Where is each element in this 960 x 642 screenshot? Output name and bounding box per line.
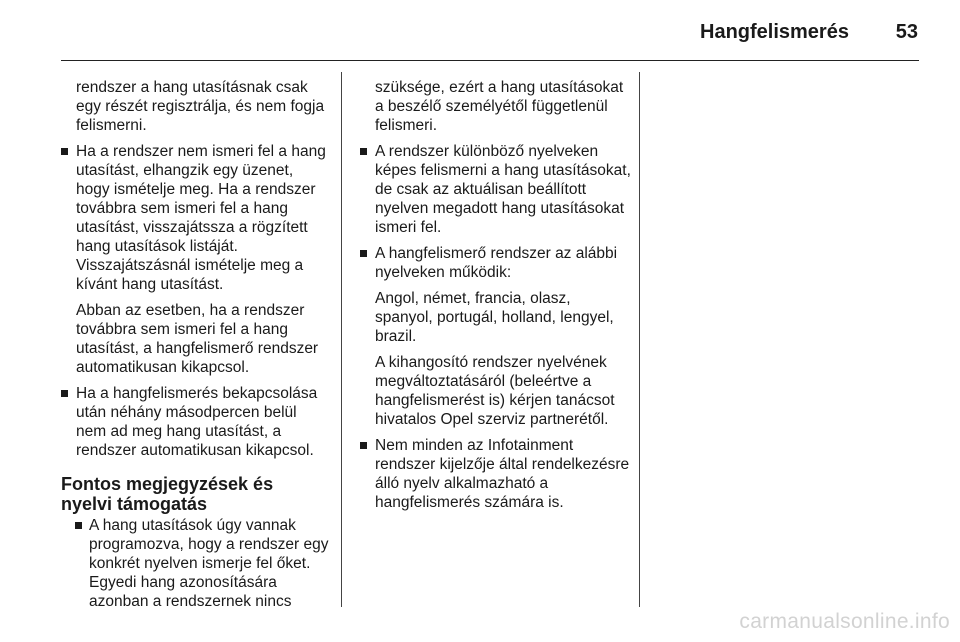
section-heading: Fontos megjegyzések és nyelvi támogatás [61,474,274,514]
page-header-title: Hangfelismerés [700,21,849,43]
continued-paragraph: rendszer a hang utasításnak csak egy részét regisztrálja, és nem fogja felismerni. [76,79,325,134]
header-rule [61,60,919,61]
bullet-item [61,142,329,294]
page-number: 53 [895,21,918,43]
bullet-sub-paragraph: A kihangosító rendszer nyelvének megváltoztatásáról (beleértve a hangfelismerést is) kérjen tanácsot hivatalos Opel szerviz partnerétől. [375,354,615,428]
bullet-item [360,142,632,237]
bullet-sub-paragraph: Angol, német, francia, olasz, spanyol, portugál, holland, lengyel, brazil. [375,290,614,345]
bullet-item [360,436,632,512]
bullet-item [75,516,329,611]
bullet-text: A rendszer különböző nyelveken képes felismerni a hang utasításokat, de csak az aktuálisan beállított nyelven megadott hang utasításokat ismeri fel. [375,143,631,236]
bullet-text: Nem minden az Infotainment rendszer kijelzője által rendelkezésre álló nyelv alkalmazható a hangfelismerés számára is. [375,437,630,511]
square-bullet-icon [75,522,82,529]
continued-paragraph: szüksége, ezért a hang utasításokat a beszélő személyétől függetlenül felismeri. [375,79,624,134]
bullet-text: Ha a hangfelismerés bekapcsolása után néhány másodpercen belül nem ad meg hang utasítást, a rendszer automatikusan kikapcsol. [76,385,318,459]
bullet-item [360,244,632,282]
square-bullet-icon [360,148,367,155]
bullet-sub-paragraph: Abban az esetben, ha a rendszer továbbra sem ismeri fel a hang utasítást, a hangfelismerő rendszer automatikusan kikapcsol. [76,302,319,376]
bullet-text: A hang utasítások úgy vannak programozva, hogy a rendszer egy konkrét nyelven ismerje fel őket. Egyedi hang azonosítására azonban a rendszernek nincs [89,517,329,610]
watermark: carmanualsonline.info [739,610,950,633]
bullet-text: A hangfelismerő rendszer az alábbi nyelveken működik: [375,245,618,281]
text-column-left [61,78,329,618]
column-divider-right [639,72,640,607]
column-divider-left [341,72,342,607]
square-bullet-icon [61,148,68,155]
bullet-item [61,384,329,460]
square-bullet-icon [360,250,367,257]
square-bullet-icon [61,390,68,397]
square-bullet-icon [360,442,367,449]
bullet-text: Ha a rendszer nem ismeri fel a hang utasítást, elhangzik egy üzenet, hogy ismételje meg. Ha a rendszer továbbra sem ismeri fel a hang utasítást, visszajátssza a rögzített hang utasítások listáját. Visszajátszásnál ismételje meg a kívánt hang utasítást. [76,143,326,293]
text-column-right [360,78,632,519]
